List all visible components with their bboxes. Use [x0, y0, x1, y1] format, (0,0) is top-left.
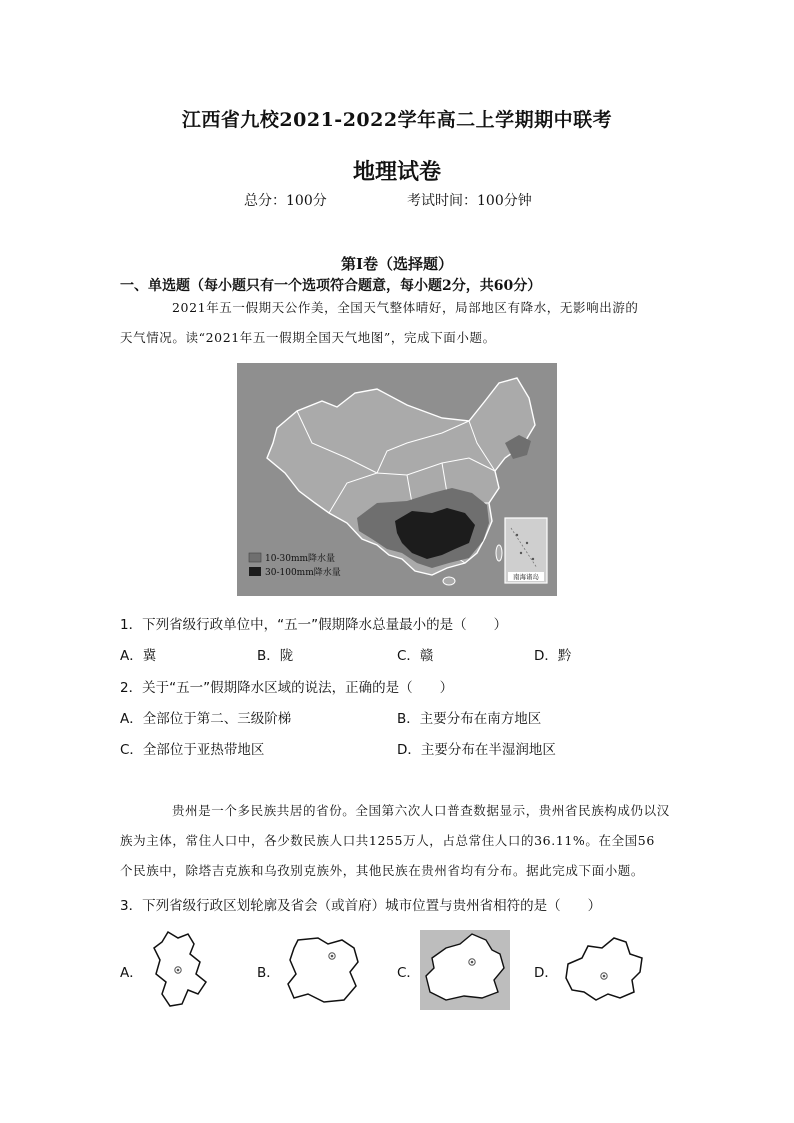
- question-1-option-b[interactable]: B．陇: [257, 648, 294, 664]
- total-score: 总分：100分: [244, 193, 327, 209]
- question-3-option-a[interactable]: A．: [120, 965, 143, 981]
- question-3-option-c[interactable]: C．: [397, 965, 420, 981]
- china-map-graphic: [237, 363, 557, 596]
- passage2-line2: 族为主体，常住人口中，各少数民族人口共1255万人，占总常住人口的36.11%。在全国56: [120, 833, 655, 848]
- hainan-island: [443, 577, 455, 585]
- province-outline-a[interactable]: [148, 928, 212, 1014]
- legend-swatch-heavy: [249, 567, 261, 576]
- exam-time: 考试时间：100分钟: [407, 193, 532, 209]
- question-1-option-a[interactable]: A．冀: [120, 648, 157, 664]
- legend-swatch-light: [249, 553, 261, 562]
- question-3-stem: 3．下列省级行政区划轮廓及省会（或首府）城市位置与贵州省相符的是（ ）: [120, 898, 602, 914]
- province-outline-b[interactable]: [284, 934, 364, 1010]
- question-2-option-a[interactable]: A．全部位于第二、三级阶梯: [120, 711, 292, 727]
- subject-title: 地理试卷: [352, 159, 441, 185]
- question-2-option-d[interactable]: D．主要分布在半湿润地区: [397, 742, 556, 758]
- question-1-stem: 1．下列省级行政单位中，“五一”假期降水总量最小的是（ ）: [120, 617, 508, 633]
- passage2-line1: 贵州是一个多民族共居的省份。全国第六次人口普查数据显示，贵州省民族构成仍以汉: [172, 803, 670, 818]
- legend-label-light: 10-30mm降水量: [265, 554, 336, 564]
- taiwan-island: [496, 545, 502, 561]
- inset-label: 南海诸岛: [513, 573, 539, 581]
- section-heading: 一、单选题（每小题只有一个选项符合题意，每小题2分，共60分）: [120, 278, 542, 294]
- question-2-stem: 2．关于“五一”假期降水区域的说法，正确的是（ ）: [120, 680, 454, 696]
- part-title: 第I卷（选择题）: [340, 255, 454, 273]
- question-3-option-b[interactable]: B．: [257, 965, 280, 981]
- question-2-option-c[interactable]: C．全部位于亚热带地区: [120, 742, 265, 758]
- exam-title: 江西省九校2021-2022学年高二上学期期中联考: [181, 109, 613, 131]
- passage1-line2: 天气情况。读“2021年五一假期全国天气地图”，完成下面小题。: [120, 330, 496, 345]
- rainfall-map: [237, 363, 557, 596]
- province-outline-d[interactable]: [560, 934, 648, 1008]
- legend-label-heavy: 30-100mm降水量: [265, 568, 341, 578]
- question-1-option-c[interactable]: C．赣: [397, 648, 434, 664]
- passage1-line1: 2021年五一假期天公作美，全国天气整体晴好，局部地区有降水，无影响出游的: [172, 300, 639, 315]
- question-1-option-d[interactable]: D．黔: [534, 648, 572, 664]
- province-outline-c[interactable]: [420, 930, 510, 1010]
- question-2-option-b[interactable]: B．主要分布在南方地区: [397, 711, 542, 727]
- question-3-option-d[interactable]: D．: [534, 965, 558, 981]
- passage2-line3: 个民族中，除塔吉克族和乌孜别克族外，其他民族在贵州省均有分布。据此完成下面小题。: [120, 863, 645, 878]
